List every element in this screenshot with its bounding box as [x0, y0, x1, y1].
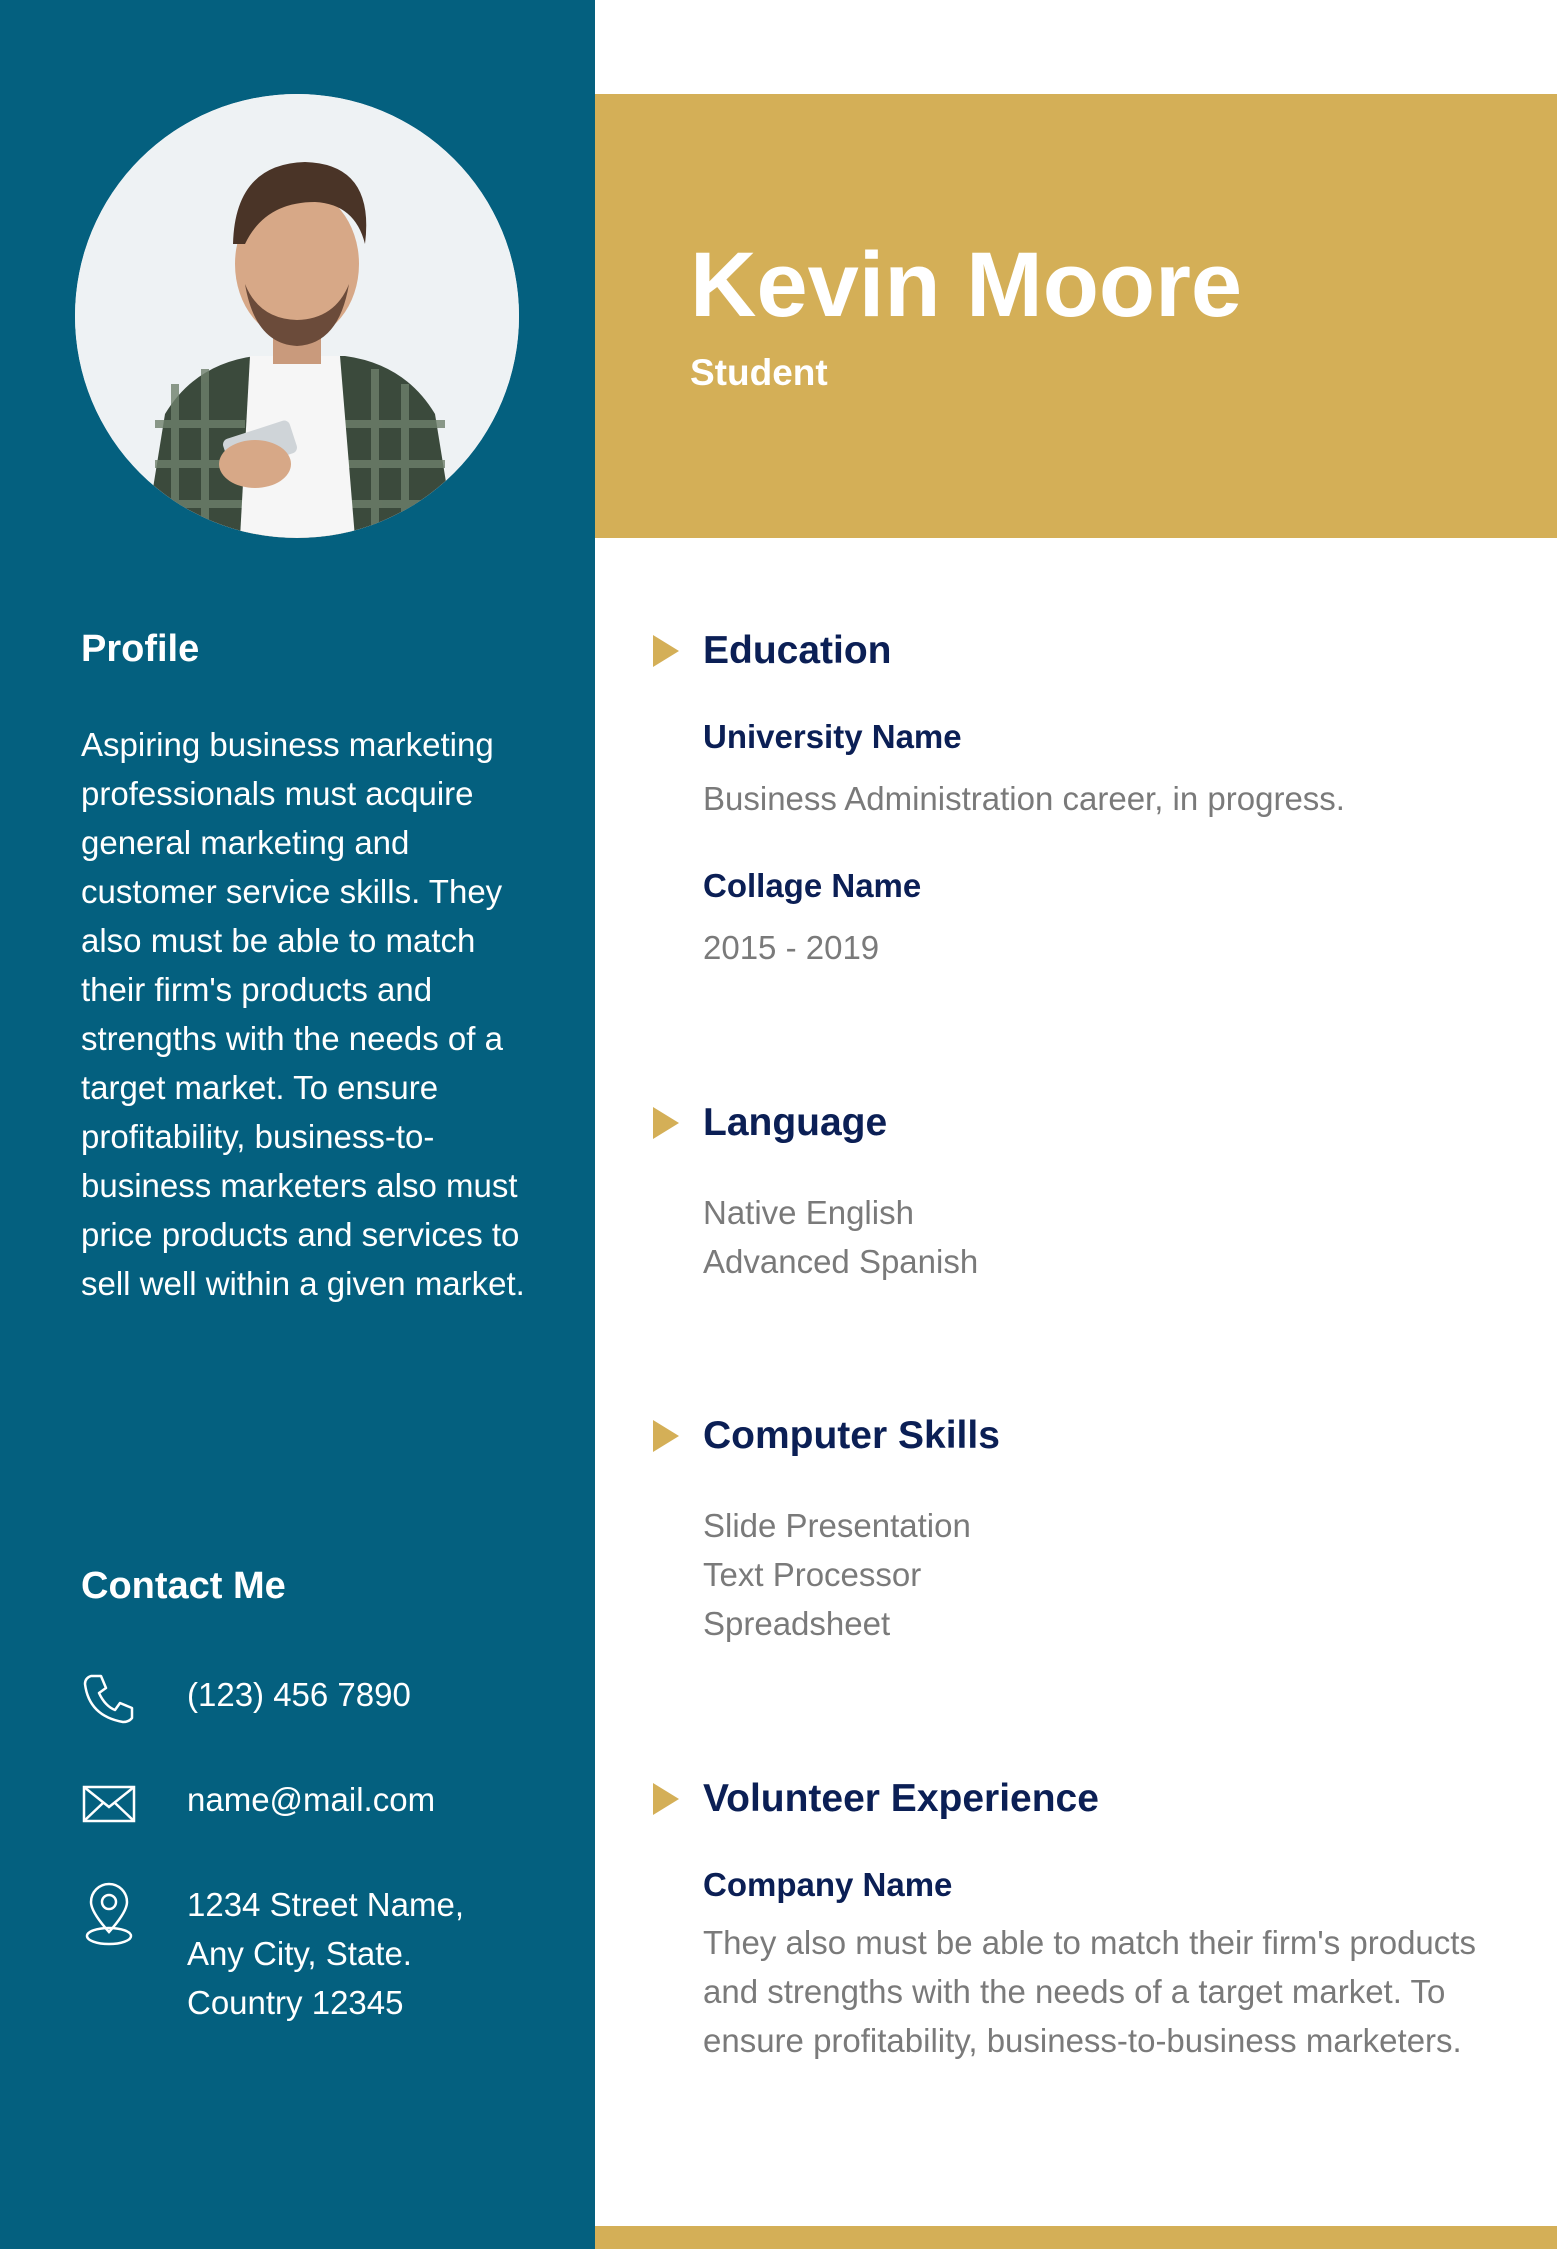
contact-phone — [81, 1670, 547, 1726]
footer-accent-bar — [595, 2226, 1557, 2249]
person-photo-illustration — [75, 94, 519, 538]
postal-address: 1234 Street Name, Any City, State. Country 12345 — [187, 1886, 464, 2021]
person-name: Kevin Moore — [690, 234, 1243, 336]
phone-number: (123) 456 7890 — [187, 1676, 411, 1713]
triangle-bullet-icon — [653, 1783, 679, 1815]
phone-icon — [81, 1670, 137, 1726]
contact-email — [81, 1775, 547, 1831]
location-pin-icon — [81, 1880, 137, 1950]
language-title-row — [653, 1098, 1523, 1148]
header-band — [595, 94, 1557, 538]
volunteer-title-row — [653, 1774, 1523, 1824]
volunteer-title: Volunteer Experience — [703, 1777, 1099, 1820]
education-entry-detail: 2015 - 2019 — [703, 929, 880, 966]
education-entry-name: University Name — [703, 718, 962, 755]
computer-skills-title-row — [653, 1411, 1523, 1461]
computer-skills-section — [653, 1411, 1523, 1648]
profile-text: Aspiring business marketing professionals must acquire general marketing and customer service skills. They also must be able to match their firm's products and strengths with the needs of a target market. To ensure profitability, business-to-business marketers also must price products and services to sell well within a given market. — [81, 726, 525, 1302]
volunteer-company: Company Name — [703, 1866, 953, 1903]
triangle-bullet-icon — [653, 635, 679, 667]
education-title: Education — [703, 629, 892, 672]
person-role: Student — [690, 352, 828, 393]
volunteer-section — [653, 1774, 1523, 2065]
profile-heading: Profile — [81, 628, 200, 670]
email-address: name@mail.com — [187, 1781, 436, 1818]
education-section — [653, 626, 1523, 972]
language-list: Native English Advanced Spanish — [703, 1194, 979, 1280]
contact-address — [81, 1880, 547, 2027]
sidebar — [0, 0, 595, 2249]
triangle-bullet-icon — [653, 1107, 679, 1139]
language-title: Language — [703, 1101, 888, 1144]
mail-icon — [81, 1775, 137, 1831]
volunteer-description: They also must be able to match their firm's products and strengths with the needs of a target market. To ensure profitability, business-to-business marketers. — [703, 1924, 1476, 2059]
education-entry-detail: Business Administration career, in progress. — [703, 780, 1345, 817]
triangle-bullet-icon — [653, 1420, 679, 1452]
computer-skills-title: Computer Skills — [703, 1414, 1000, 1457]
education-title-row — [653, 626, 1523, 676]
contact-heading: Contact Me — [81, 1565, 286, 1607]
language-section — [653, 1098, 1523, 1286]
computer-skills-list: Slide Presentation Text Processor Spreadsheet — [703, 1507, 971, 1642]
profile-photo — [75, 94, 519, 538]
education-entry-name: Collage Name — [703, 867, 922, 904]
